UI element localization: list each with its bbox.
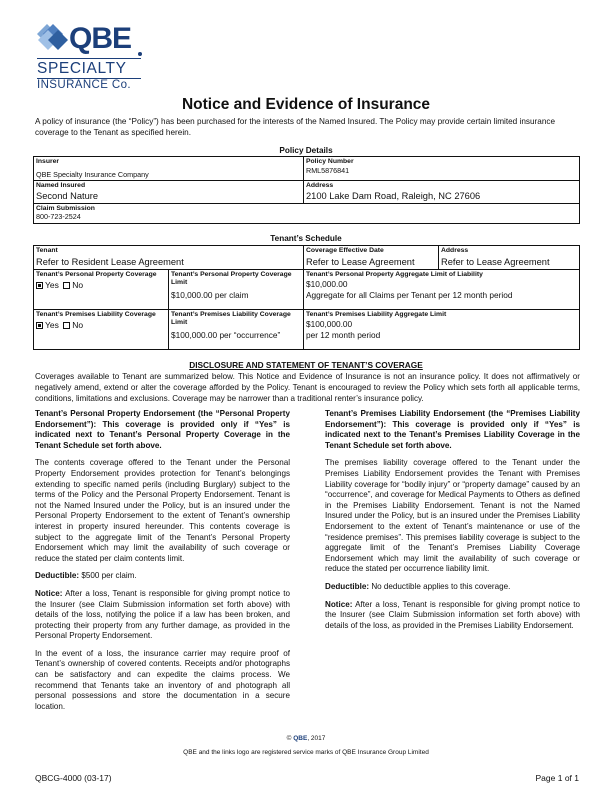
pl-yes-label: Yes (45, 320, 59, 330)
tenant-schedule-heading: Tenant’s Schedule (270, 234, 342, 243)
named-insured-label: Named Insured (36, 182, 86, 189)
personal-property-column (35, 409, 290, 719)
pp-yes-checkbox[interactable] (36, 282, 43, 289)
tenant-address-cell (439, 246, 580, 270)
footer-marks: QBE and the links logo are registered service marks of QBE Insurance Group Limited (183, 749, 429, 756)
policy-details-heading: Policy Details (279, 146, 333, 155)
links-logo-icon (35, 20, 71, 56)
logo-specialty: SPECIALTY (37, 58, 141, 79)
pp-limit-cell (169, 269, 304, 309)
logo-brand: QBE (69, 22, 132, 55)
pl-deductible-label: Deductible: (325, 581, 370, 591)
tenant-schedule-table (33, 245, 580, 350)
named-insured-cell (34, 181, 304, 204)
pl-aggregate-note: per 12 month period (306, 329, 381, 340)
pp-coverage-options (36, 281, 166, 290)
disclosure-text: Coverages available to Tenant are summarized below. This Notice and Evidence of Insurance is not an insurance policy. It does not affirmatively or negatively amend, extend or alter the coverage afforded by the Policy. Tenant is encouraged to review the Policy which sets forth all applicable terms, conditions, limitations and exclusions. Coverage may be narrower than a traditional renter’s insurance policy. (35, 372, 580, 403)
insurer-cell (34, 157, 304, 181)
pl-yes-checkbox[interactable] (36, 322, 43, 329)
pl-coverage-cell (34, 309, 169, 349)
tenant-label: Tenant (36, 247, 58, 254)
pp-aggregate-cell (304, 269, 580, 309)
tenant-address-label: Address (441, 247, 469, 254)
policy-details-table (33, 156, 580, 224)
qbe-logo (35, 20, 145, 90)
pp-deductible (35, 571, 290, 582)
tenant-cell (34, 246, 304, 270)
pl-limit-cell (169, 309, 304, 349)
tenant-value: Refer to Resident Lease Agreement (36, 256, 184, 267)
pl-coverage-label: Tenant’s Premises Liability Coverage (36, 310, 156, 318)
pl-notice-text: After a loss, Tenant is responsible for giving prompt notice to the Insurer (see Claim Submission information set forth above) with details of the loss, as provided in the Premises Liability Endorsement. (325, 599, 580, 630)
page-title: Notice and Evidence of Insurance (181, 96, 431, 113)
pl-coverage-options (36, 321, 166, 330)
pl-notice (325, 600, 580, 632)
effective-date-cell (304, 246, 439, 270)
pl-deductible (325, 582, 580, 593)
copyright-symbol: © (286, 735, 292, 742)
pp-deductible-value: $500 per claim. (81, 571, 137, 581)
address-cell (304, 181, 580, 204)
pp-coverage-cell (34, 269, 169, 309)
logo-insurance-co: INSURANCE Co. (37, 79, 132, 91)
pp-notice-label: Notice: (35, 588, 63, 598)
pp-proof-text: In the event of a loss, the insurance carrier may require proof of Tenant’s ownership of covered contents. Receipts and/or photographs can be satisfactory and can expedite the claims process. We recommend that Tenants take an inventory of and photograph all personal possessions and store the documentation in a secure location. (35, 648, 290, 711)
footer-copyright (0, 735, 612, 742)
tenant-address-value: Refer to Lease Agreement (441, 256, 550, 267)
insurer-value: QBE Specialty Insurance Company (36, 169, 149, 179)
logo-dot (138, 52, 142, 56)
effective-date-label: Coverage Effective Date (306, 247, 384, 254)
pl-aggregate-label: Tenant’s Premises Liability Aggregate Limit (306, 310, 447, 318)
policy-number-value: RML5876841 (306, 165, 350, 175)
pp-endorsement-heading: Tenant’s Personal Property Endorsement (the “Personal Property Endorsement”): This coverage is provided only if “Yes” is indicated next to Tenant’s Personal Property Coverage in the Tenant Schedule set forth above. (35, 409, 290, 450)
pl-aggregate-cell (304, 309, 580, 349)
policy-number-label: Policy Number (306, 158, 354, 165)
insurer-label: Insurer (36, 158, 60, 165)
claim-submission-label: Claim Submission (36, 204, 95, 212)
pp-deductible-label: Deductible: (35, 571, 80, 581)
pl-notice-label: Notice: (325, 599, 353, 609)
pp-notice-text: After a loss, Tenant is responsible for giving prompt notice to the Insurer (see Claim Submission information set forth above) with details of the loss, notifying the police if a law has been broken, and protecting their property from any further damage, as provided in the Personal Property Endorsement. (35, 588, 290, 641)
pp-aggregate-label: Tenant’s Personal Property Aggregate Limit of Liability (306, 270, 483, 278)
pp-aggregate-note: Aggregate for all Claims per Tenant per 12 month period (306, 289, 513, 300)
pp-endorsement-body: The contents coverage offered to the Tenant under the Personal Property Endorsement provides protection for Tenant’s belongings extending to specific named perils (including Burglary) subject to the terms of the Policy and the Personal Property Endorsement. Tenant is not the Named Insured under the Policy, but is an insured under the Personal Property Endorsement to the extent of Tenant’s ownership interest in property insured hereunder. This contents coverage is subject to the aggregate limit of the Tenant’s Personal Property Endorsement which may limit the availability of such coverage or reduce the stated per claim contents limit. (35, 458, 290, 563)
intro-text: A policy of insurance (the “Policy”) has been purchased for the interests of the Named Insured. The Policy may provide certain limited insurance coverage to the Tenant as specified herein. (35, 117, 556, 137)
pp-limit-value: $10,000.00 per claim (171, 289, 249, 300)
pp-yes-label: Yes (45, 280, 59, 290)
premises-liability-column (325, 409, 580, 638)
form-number: QBCG-4000 (03-17) (35, 773, 112, 783)
pp-coverage-label: Tenant’s Personal Property Coverage (36, 270, 157, 278)
pl-limit-label: Tenant’s Premises Liability Coverage Limit (171, 310, 291, 326)
effective-date-value: Refer to Lease Agreement (306, 256, 415, 267)
pp-limit-label: Tenant’s Personal Property Coverage Limit (171, 270, 292, 286)
pp-notice (35, 589, 290, 642)
footer-year: , 2017 (307, 735, 326, 742)
pp-no-checkbox[interactable] (63, 282, 70, 289)
pl-deductible-value: No deductible applies to this coverage. (371, 581, 511, 591)
address-value: 2100 Lake Dam Road, Raleigh, NC 27606 (306, 190, 481, 201)
claim-phone: 800-723-2524 (36, 212, 81, 221)
pp-aggregate-value: $10,000.00 (306, 279, 348, 289)
named-insured-value: Second Nature (36, 190, 99, 201)
address-label: Address (306, 182, 334, 189)
claim-submission-cell (34, 203, 580, 223)
disclosure-heading: DISCLOSURE AND STATEMENT OF TENANT’S COVERAGE (189, 360, 423, 370)
pl-limit-value: $100,000.00 per “occurrence” (171, 329, 281, 340)
pl-no-label: No (72, 320, 84, 330)
page-number: Page 1 of 1 (535, 773, 579, 783)
policy-number-cell (304, 157, 580, 181)
pl-endorsement-body: The premises liability coverage offered to the Tenant under the Premises Liability Endorsement provides the Tenant with Premises Liability coverage for “bodily injury” or “property damage” caused by an “occurrence”, and coverage for Medical Payments to Others as defined in the Premises Liability Endorsement. Tenant is not the Named Insured under the Policy, but is an insured under the Premises Liability Endorsement to the extent of Tenant’s maintenance or use of the “residence premises”. This premises liability coverage is subject to the aggregate limit of the Tenant’s Premises Liability Coverage Endorsement which may limit the availability of such coverage or reduce the stated per occurrence liability limit. (325, 458, 580, 574)
pl-endorsement-heading: Tenant’s Premises Liability Endorsement (the “Premises Liability Endorsement”): This coverage is provided only if “Yes” is indicated next to the Tenant’s Premises Liability Coverage in the Tenant Schedule set forth above. (325, 409, 580, 450)
pl-no-checkbox[interactable] (63, 322, 70, 329)
pp-no-label: No (72, 280, 84, 290)
footer-brand: QBE (293, 735, 308, 742)
pl-aggregate-value: $100,000.00 (306, 319, 353, 329)
